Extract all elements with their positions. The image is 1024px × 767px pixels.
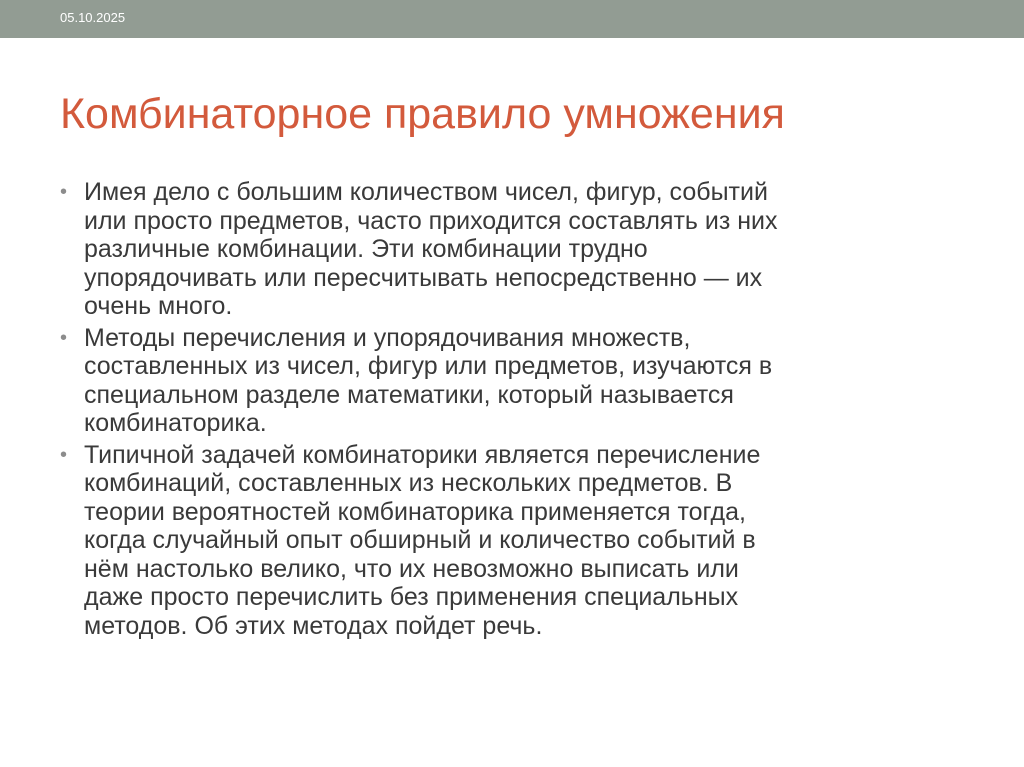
bullet-line: составленных из чисел, фигур или предметов, изучаются в	[84, 352, 773, 380]
bullet-icon: •	[60, 181, 68, 203]
bullet-item	[60, 178, 960, 321]
bullet-line: или просто предметов, часто приходится составлять из них	[84, 206, 778, 235]
bullet-line: специальном разделе математики, который называется	[84, 380, 734, 409]
bullet-line: нём настолько велико, что их невозможно выписать или	[84, 554, 739, 583]
top-bar	[0, 0, 1024, 38]
bullet-line: Имея дело с большим количеством чисел, фигур, событий	[84, 178, 768, 206]
bullet-line: теории вероятностей комбинаторика применяется тогда,	[84, 497, 746, 526]
bullet-item	[60, 324, 960, 438]
bullet-icon: •	[60, 443, 68, 466]
bullet-line: очень много.	[84, 292, 233, 320]
bullet-line: когда случайный опыт обширный и количество событий в	[84, 526, 756, 554]
bullet-line: Типичной задачей комбинаторики является перечисление	[84, 440, 761, 469]
bullet-line: методов. Об этих методах пойдет речь.	[84, 611, 543, 640]
bullet-list	[60, 178, 960, 643]
bullet-icon: •	[60, 326, 68, 349]
bullet-line: Методы перечисления и упорядочивания множеств,	[84, 323, 691, 352]
bullet-item	[60, 441, 960, 641]
bullet-line: даже просто перечислить без применения специальных	[84, 583, 739, 611]
slide-title: Комбинаторное правило умножения	[60, 90, 785, 138]
bullet-line: комбинаторика.	[84, 409, 267, 437]
bullet-line: комбинаций, составленных из нескольких предметов. В	[84, 469, 733, 497]
bullet-line: упорядочивать или пересчитывать непосредственно — их	[84, 263, 763, 292]
date-label: 05.10.2025	[60, 10, 126, 25]
bullet-line: различные комбинации. Эти комбинации трудно	[84, 235, 648, 263]
